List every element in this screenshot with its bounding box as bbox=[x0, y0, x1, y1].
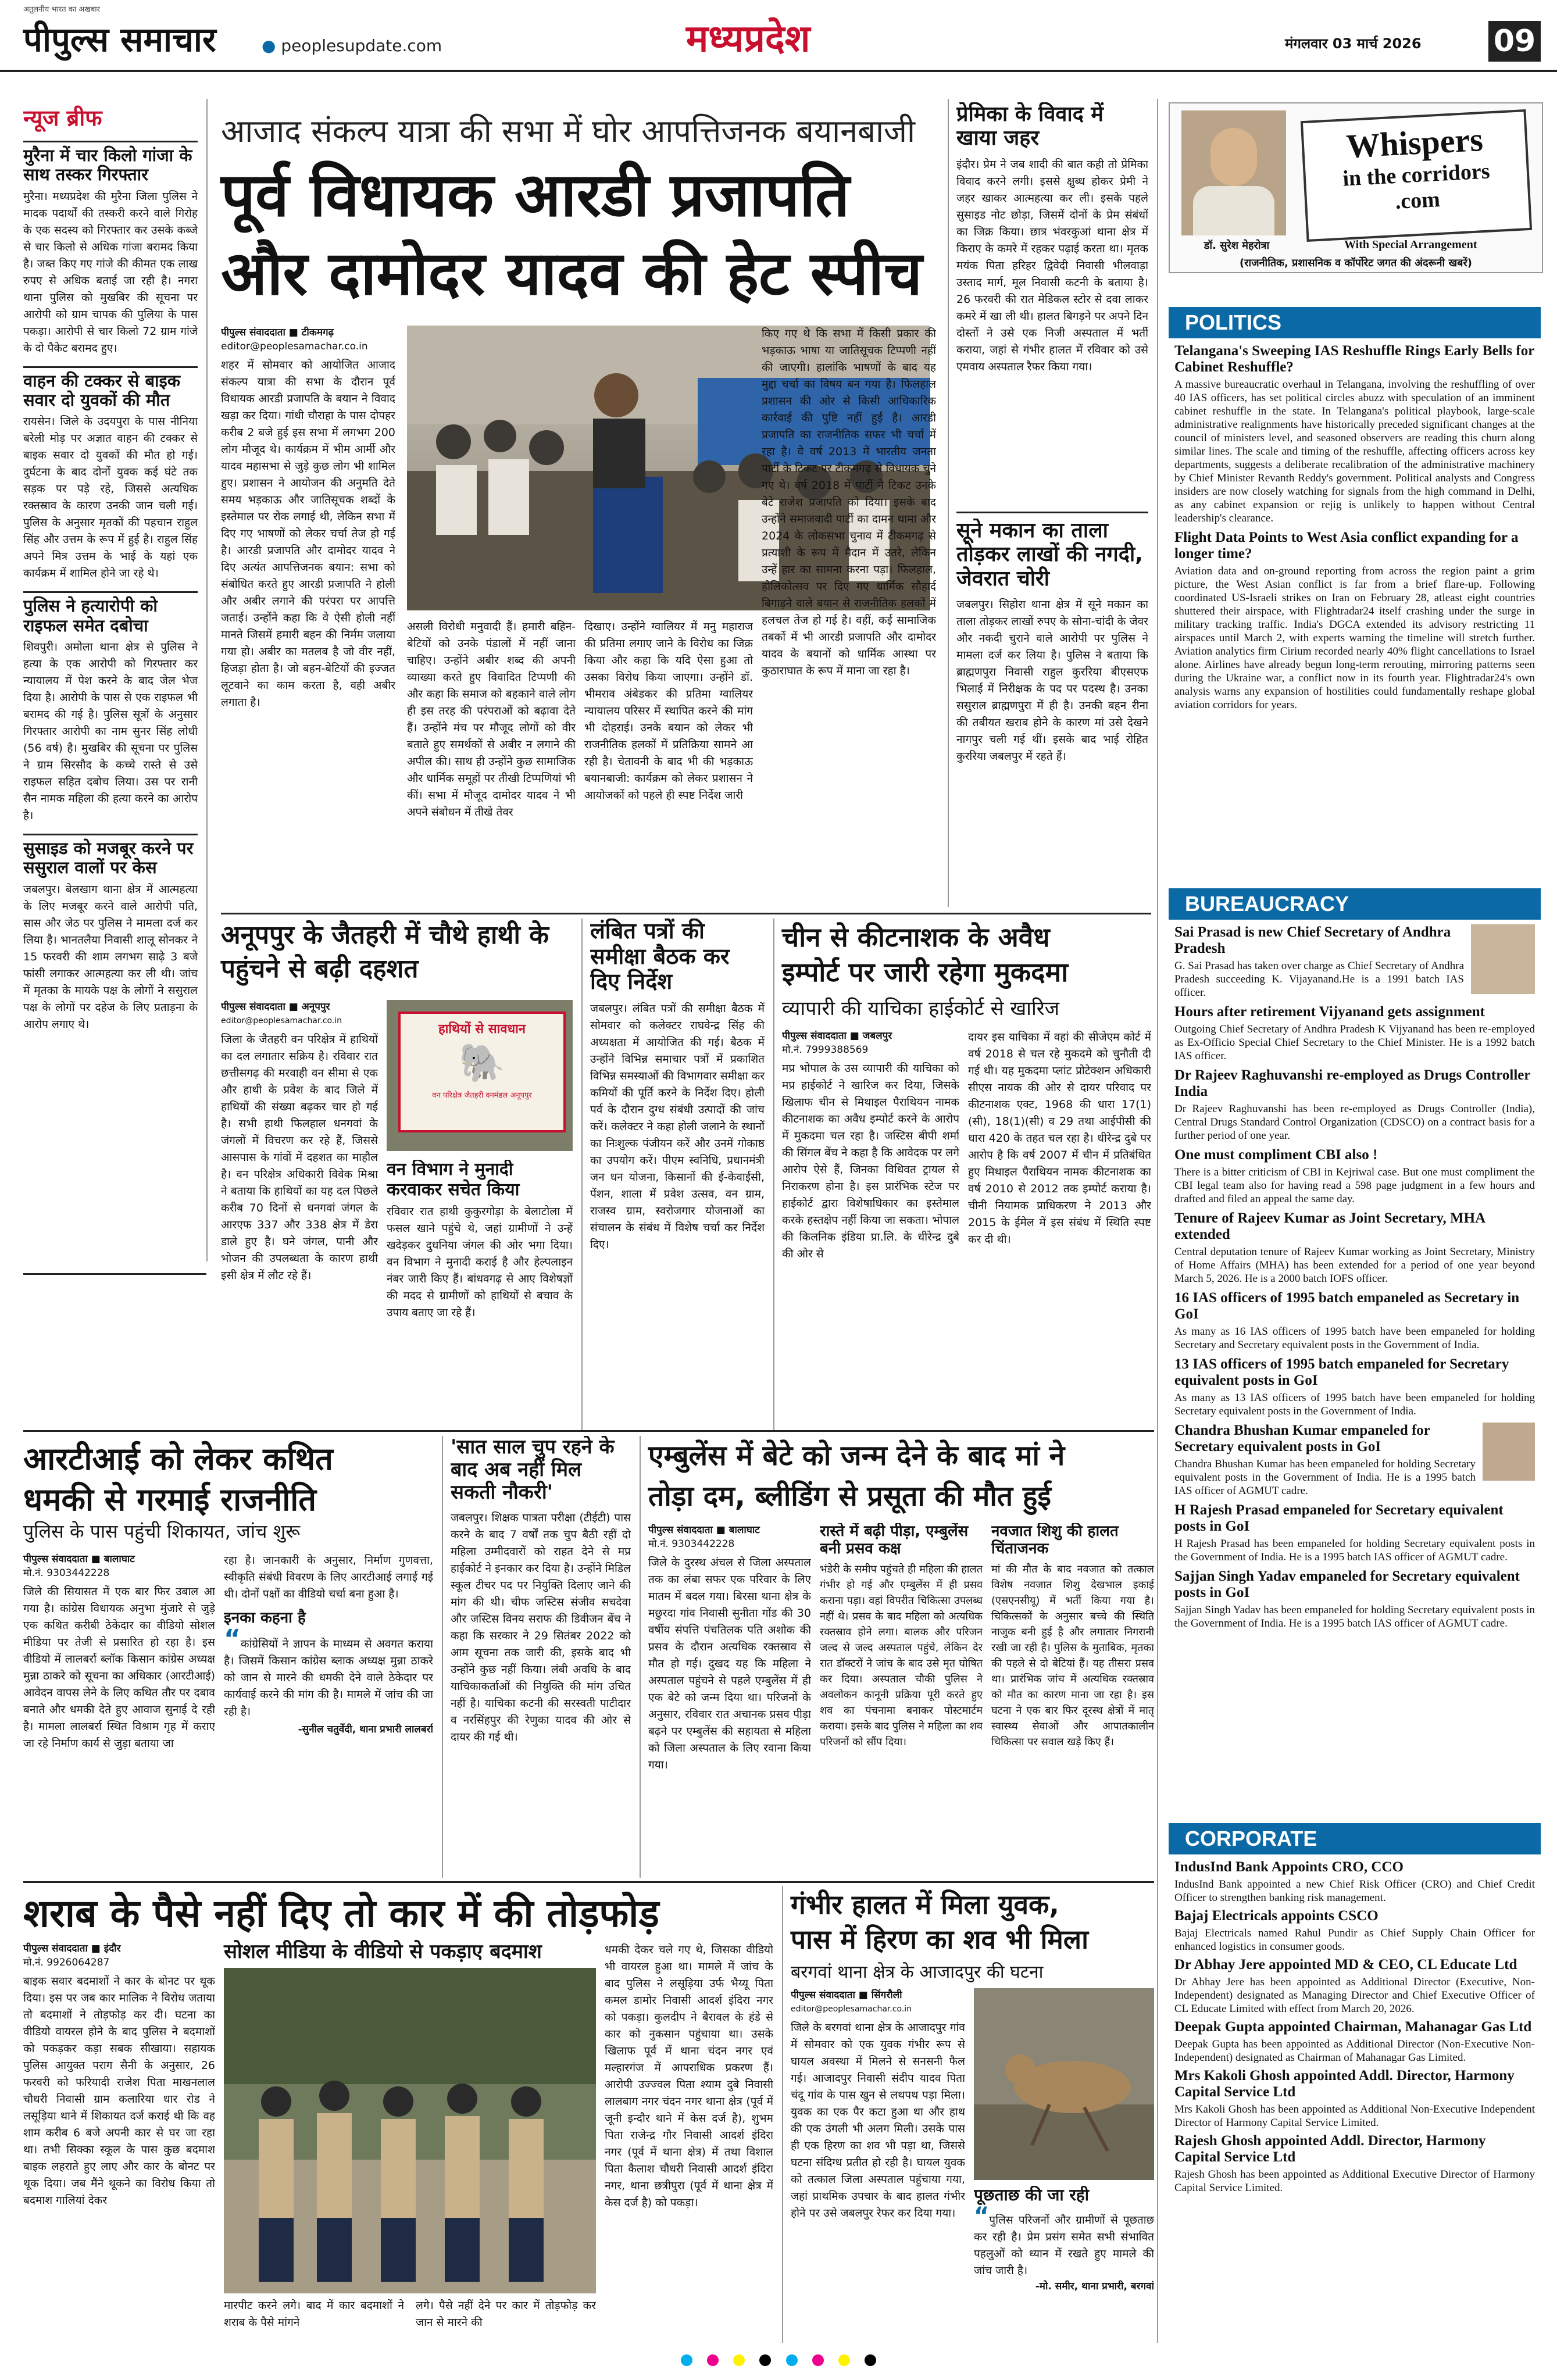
china-col-2 bbox=[968, 1029, 1151, 1424]
corporate-list bbox=[1174, 1859, 1535, 2342]
brief-body: मुरैना। मध्यप्रदेश की मुरैना जिला पुलिस ने मादक पदार्थों की तस्करी करने वाले गिरोह के एक सदस्य को गिरफ्तार कर उसके कब्जे से चार किलो से अधिक गांजा बरामद किया है। जब्त किए गए गांजे की कीमत एक लाख रुपए से अधिक बताई जा रही है। नगरा थाना पुलिस को मुखबिर की सूचना पर आरोपी को ग्राम चापक की पुलिया के पास पकड़ा। आरोपी से चार किलो 72 ग्राम गांजे के दो पैकेट बरामद हुए। bbox=[23, 190, 198, 355]
liquor-body-4: धमकी देकर चले गए थे, जिसका वीडियो भी वायरल हुआ था। मामले में जांच के बाद पुलिस ने लसूड़िया उर्फ भैय्यू पिता कमल डामोर निवासी आदर्श इंदिरा नगर को पकड़ा। कुलदीप ने बैरावल के हंडे से कार को नुकसान पहुंचाया था। उसके खिलाफ पूर्व में थाना चंदन नगर एवं मल्हारगंज में आपराधिक प्रकरण हैं। आरोपी उज्ज्वल पिता श्याम दुबे निवासी लालबाग नगर चंदन नगर थाना क्षेत्र (पूर्व में जूनी इन्दौर थाने में केस दर्ज है), शुभम पिता राजेन्द्र गौर निवासी आदर्श इंदिरा नगर (पूर्व में थाना क्षेत्र) में तथा विशाल पिता कैलाश चौधरी निवासी आदर्श इंदिरा नगर, थाना छत्रीपुरा (पूर्व में थाना क्षेत्र में केस दर्ज है) को पकड़ा। bbox=[605, 1943, 773, 2209]
theft-body: जबलपुर। सिहोरा थाना क्षेत्र में सूने मकान का ताला तोड़कर लाखों रुपए के सोना-चांदी के जेवर और नकदी चुराने वाले आरोपी पर पुलिस ने मामला दर्ज कर लिया है। पुलिस ने बताया कि ब्राह्मणपुरा निवासी राहुल कुररिया बीएसएफ भिलाई में निरीक्षक के पद पर पदस्थ है। उनका ससुराल ब्राह्मणपुरा में ही है। उनकी बहन रीना की तबीयत खराब होने के कारण मां उसे देखने नागपुर चली गई थीं। इसके बाद भाई रोहित कुररिया जबलपुर में रहते हैं। bbox=[956, 598, 1148, 763]
deer-quote-text: पुलिस परिजनों और ग्रामीणों से पूछताछ कर रही है। प्रेम प्रसंग समेत सभी संभावित पहलुओं को ध्यान में रखते हुए मामले की जांच जारी है। bbox=[974, 2214, 1154, 2278]
column-divider bbox=[773, 919, 774, 1430]
deer-headline-2: पास में हिरण का शव भी मिला bbox=[791, 1924, 1089, 1955]
corporate-body: IndusInd Bank appointed a new Chief Risk Officer (CRO) and Chief Credit Officer to strengthen banking risk management. bbox=[1174, 1878, 1535, 1904]
liquor-sub: सोशल मीडिया के वीडियो से पकड़ाए बदमाश bbox=[224, 1940, 542, 1963]
whispers-strap: (राजनीतिक, प्रशासनिक व कॉर्पोरेट जगत की अंदरूनी खबरें) bbox=[1239, 257, 1473, 269]
bureaucracy-item bbox=[1174, 1004, 1535, 1063]
column-divider bbox=[782, 1886, 783, 2343]
job-body: जबलपुर। शिक्षक पात्रता परीक्षा (टीईटी) पास करने के बाद 7 वर्षों तक चुप बैठी रहीं दो महिला उम्मीदवारों को राहत देने से मप्र हाईकोर्ट ने इनकार कर दिया है। उन्होंने मिडिल स्कूल टीचर पद पर नियुक्ति दिलाए जाने की मांग की थी। चीफ जस्टिस संजीव सचदेवा और जस्टिस विनय सराफ की डिवीजन बेंच ने कहा कि सरकार ने 29 सितंबर 2022 को आम सूचना तक जारी की, इसके बाद भी उन्होंने कुछ नहीं किया। लंबी अवधि के बाद याचिकाकर्ताओं की नियुक्ति की मांग उचित नहीं है। याचिका कटनी की सरस्वती पाटीदार व नरसिंहपुर की रेणुका यादव की ओर से दायर की गई थी। bbox=[451, 1511, 631, 1744]
bureaucracy-headline: One must compliment CBI also ! bbox=[1174, 1147, 1378, 1163]
section-title: मध्यप्रदेश bbox=[686, 17, 810, 60]
bureaucracy-body: As many as 13 IAS officers of 1995 batch have been empaneled for holding Secretary equivalent posts in the Government of India. bbox=[1174, 1392, 1535, 1417]
corporate-headline: Deepak Gupta appointed Chairman, Mahanagar Gas Ltd bbox=[1174, 2019, 1532, 2035]
brief-body: शिवपुरी। अमोला थाना क्षेत्र से पुलिस ने हत्या के एक आरोपी को गिरफ्तार कर न्यायालय में पेश करने के बाद जेल भेज दिया है। आरोपी के पास से एक राइफल भी बरामद की गई है। पुलिस सूत्रों के अनुसार गिरफ्तार आरोपी का नाम सुनर सिंह लोधी (56 वर्ष) है। मुखबिर की सूचना पर पुलिस ने ग्राम सिरसौद के कच्चे रास्ते से उसे राइफल सहित दबोच लिया। उस पर रानी सैन नामक महिला की हत्या करने का आरोप है। bbox=[23, 641, 198, 823]
premika-story bbox=[956, 102, 1148, 509]
dotcom-word: .com bbox=[1394, 187, 1441, 214]
bureaucracy-body: Central deputation tenure of Rajeev Kumar working as Joint Secretary, Ministry of Home Affairs (MHA) has been extended for a period of one year beyond March 5, 2026. He is a 2000 batch IOFS officer. bbox=[1174, 1246, 1535, 1285]
whispers-word: Whispers bbox=[1345, 120, 1484, 166]
lead-body-3: दिखाए। उन्होंने ग्वालियर में मनु महाराज की प्रतिमा लगाए जाने के विरोध का जिक्र किया और कहा कि यदि ऐसा हुआ तो उसका विरोध किया जाएगा। उन्होंने डॉ. भीमराव अंबेडकर की प्रतिमा ग्वालियर न्यायालय परिसर में स्थापित करने की मांग भी दोहराई। उनके बयान को लेकर भी राजनीतिक हलकों में प्रतिक्रिया सामने आ रही है। चेतावनी के बाद भी की भड़काऊ बयानबाजी: कार्यक्रम को लेकर प्रशासन ने आयोजकों को पहले ही स्पष्ट निर्देश जारी bbox=[584, 620, 753, 802]
bureaucracy-headline: H Rajesh Prasad empaneled for Secretary equivalent posts in GoI bbox=[1174, 1502, 1504, 1534]
china-body-2: दायर इस याचिका में वहां की सीजेएम कोर्ट में वर्ष 2018 से चल रहे मुकदमे को चुनौती दी गई थी। यह मुकदमा प्लांट प्रोटेक्शन अधिकारी सीएस नायक की ओर से दायर परिवाद पर कीटनाशक एक्ट, 1968 की धारा 17(1)(सी), 18(1)(सी) व 29 तथा आईपीसी की धारा 420 के तहत चल रहा है। धीरेन्द्र दुबे पर आरोप है कि वर्ष 2007 में चीन में प्रतिबंधित हुए मिथाइल पैराथियन नामक कीटनाशक का वर्ष 2010 से 2012 तक इम्पोर्ट कराया है। चीनी नियामक प्राधिकरण ने 2013 और 2015 के ईमेल में इस संबंध में स्थिति स्पष्ट कर दी थी। bbox=[968, 1031, 1151, 1246]
corporate-headline: Rajesh Ghosh appointed Addl. Director, Harmony Capital Service Ltd bbox=[1174, 2133, 1486, 2165]
lead-body-2: असली विरोधी मनुवादी हैं। हमारी बहिन-बेटियों को उनके पंडालों में नहीं जाना चाहिए। उन्होंने अबीर शब्द की अपनी व्याख्या करते हुए विवादित टिप्पणी की और कहा कि समाज को बहकाने वाले लोग ही इस तरह की परंपराओं को बढ़ावा देते हैं। उन्होंने मंच पर मौजूद लोगों को वीर बताते हुए समर्थकों से अबीर न लगाने की अपील की। साथ ही उन्होंने कुछ सामाजिक और धार्मिक समूहों पर तीखी टिप्पणियां भी कीं। सभा में मौजूद दामोदर यादव ने भी अपने संबोधन में तीखे तेवर bbox=[407, 620, 576, 819]
corporate-item bbox=[1174, 1908, 1535, 1953]
whispers-box bbox=[1169, 102, 1543, 273]
liquor-col-2 bbox=[224, 2297, 404, 2344]
rti-mobile: मो.नं. 9303442228 bbox=[23, 1567, 110, 1579]
black-dot bbox=[759, 2354, 771, 2366]
corporate-body: Mrs Kakoli Ghosh has been appointed as Additional Non-Executive Independent Director of Harmony Capital Service Limited. bbox=[1174, 2103, 1535, 2129]
ambulance-headline-2: तोड़ा दम, ब्लीडिंग से प्रसूता की मौत हुई bbox=[648, 1480, 1051, 1513]
corporate-item bbox=[1174, 2133, 1535, 2195]
lead-headline-1: पूर्व विधायक आरडी प्रजापति bbox=[221, 159, 850, 230]
ambulance-sub-3: नवजात शिशु की हालत चिंताजनक bbox=[991, 1523, 1119, 1557]
section-rule bbox=[23, 1273, 206, 1275]
ambulance-body-2: भंडेरी के समीप पहुंचते ही महिला की हालत गंभीर हो गई और एम्बुलेंस में ही प्रसव कराना पड़ा। वहां विपरीत चिकित्सा उपलब्ध नहीं थे। प्रसव के बाद महिला को अत्यधिक रक्तस्राव होने लगा। बालक और परिजन जल्द से जल्द अस्पताल पहुंचे, लेकिन देर रात डॉक्टरों ने जांच के बाद उसे मृत घोषित कर दिया। अस्पताल चौकी पुलिस ने अवलोकन कानूनी प्रक्रिया पूरी करते हुए शव का पंचनामा बनाकर पोस्टमार्टम कराया। इसके बाद पुलिस ने महिला का शव परिजनों को सौंप दिया। bbox=[820, 1563, 983, 1748]
brief-headline: सुसाइड को मजबूर करने पर ससुराल वालों पर केस bbox=[23, 834, 198, 878]
magenta-dot bbox=[812, 2354, 824, 2366]
magenta-dot bbox=[707, 2354, 719, 2366]
anuppur-headline: अनूपपुर के जैतहरी में चौथे हाथी के पहुंचने से बढ़ी दहशत bbox=[221, 920, 549, 984]
bureaucracy-headline: 16 IAS officers of 1995 batch empaneled as Secretary in GoI bbox=[1174, 1290, 1520, 1322]
deer-carcass-image bbox=[974, 1988, 1154, 2180]
ambulance-sub-2: रास्ते में बढ़ी पीड़ा, एम्बुलेंस बनी प्रसव कक्ष bbox=[820, 1523, 969, 1557]
liquor-col-1 bbox=[23, 1942, 215, 2343]
page-number bbox=[1488, 21, 1541, 62]
china-mobile: मो.नं. 7999388569 bbox=[782, 1044, 869, 1056]
column-divider bbox=[640, 1436, 641, 1878]
bureaucracy-item bbox=[1174, 1568, 1535, 1630]
lead-email: editor@peoplesamachar.co.in bbox=[221, 341, 368, 352]
page-header bbox=[0, 0, 1557, 72]
letters-story bbox=[590, 919, 765, 1424]
politics-item bbox=[1174, 343, 1535, 525]
corporate-headline: Mrs Kakoli Ghosh appointed Addl. Director, Harmony Capital Service Ltd bbox=[1174, 2068, 1515, 2100]
brief-item bbox=[23, 141, 198, 357]
politics-item bbox=[1174, 530, 1535, 712]
bureaucracy-item bbox=[1174, 1423, 1535, 1498]
ambulance-body-1: जिले के दुरस्थ अंचल से जिला अस्पताल तक का लंबा सफर एक परिवार के लिए मातम में बदल गया। बिरसा थाना क्षेत्र के मछुरदा गांव निवासी सुनीता गोंड की 30 वर्षीय संपत्ति पंचतिलक पति अशोक की प्रसव के दौरान अत्यधिक रक्तस्राव से मौत हो गई। दुखद यह कि महिला ने अस्पताल पहुंचने से पहले एम्बुलेंस में ही एक बेटे को जन्म दिया था। परिजनों के अनुसार, रविवार रात अचानक प्रसव पीड़ा बढ़ने पर एम्बुलेंस की सहायता से महिला को जिला अस्पताल के लिए रवाना किया गया। bbox=[648, 1556, 811, 1771]
brief-body: रायसेन। जिले के उदयपुरा के पास नीनिया बरेली मोड़ पर अज्ञात वाहन की टक्कर से बाइक सवार दो युवकों की मौत हो गई। दुर्घटना के बाद दोनों युवक कई घंटे तक सड़क पर पड़े रहे, जिससे अत्यधिक रक्तस्राव के कारण उनकी जान चली गई। पुलिस के अनुसार मृतकों की पहचान राहुल सिंह और उत्तम के रूप में हुई है। राहुल सिंह अपने मित्र उत्तम के भाई के यहां एक कार्यक्रम में शामिल होने जा रहे थे। bbox=[23, 415, 198, 580]
liquor-headline: शराब के पैसे नहीं दिए तो कार में की तोड़फोड़ bbox=[23, 1891, 659, 1936]
website-text: peoplesupdate.com bbox=[281, 36, 442, 55]
globe-icon: ● bbox=[262, 36, 281, 55]
premika-headline: प्रेमिका के विवाद में खाया जहर bbox=[956, 102, 1104, 151]
deer-byline: पीपुल्स संवाददाता ■ सिंगरौली bbox=[791, 1989, 902, 2001]
section-rule bbox=[956, 512, 1148, 513]
liquor-col-4 bbox=[605, 1942, 773, 2343]
quote-icon: “ bbox=[224, 1624, 241, 1654]
lead-col-3 bbox=[584, 619, 753, 909]
author-name: डॉ. सुरेश मेहरोत्रा bbox=[1204, 240, 1270, 252]
china-headline-1: चीन से कीटनाशक के अवैध bbox=[782, 921, 1050, 953]
news-brief bbox=[23, 102, 198, 1265]
yellow-dot bbox=[733, 2354, 745, 2366]
liquor-byline: पीपुल्स संवाददाता ■ इंदौर bbox=[23, 1943, 121, 1954]
page-number-text: 09 bbox=[1493, 24, 1536, 59]
china-sub: व्यापारी की याचिका हाईकोर्ट से खारिज bbox=[782, 997, 1059, 1020]
job-headline: 'सात साल चुप रहने के बाद अब नहीं मिल सकती नौकरी' bbox=[451, 1436, 615, 1505]
bureaucracy-body: Sajjan Singh Yadav has been empaneled for holding Secretary equivalent posts in the Government of India. He is a 1995 batch IAS officer of AGMUT cadre. bbox=[1174, 1604, 1535, 1629]
theft-story bbox=[956, 519, 1148, 908]
brief-headline: पुलिस ने हत्यारोपी को राइफल समेत दबोचा bbox=[23, 591, 198, 635]
avatar bbox=[1210, 128, 1257, 186]
bureaucracy-body: Chandra Bhushan Kumar has been empaneled for holding Secretary equivalent posts in the Government of India. He is a 1995 batch IAS officer of AGMUT cadre. bbox=[1174, 1458, 1476, 1497]
lead-byline: पीपुल्स संवाददाता ■ टीकमगढ़ bbox=[221, 327, 334, 338]
whispers-logo bbox=[1301, 109, 1532, 242]
china-byline: पीपुल्स संवाददाता ■ जबलपुर bbox=[782, 1030, 892, 1042]
section-rule bbox=[23, 1430, 1154, 1432]
anuppur-body-2: रविवार रात हाथी कुकुरगोड़ा के बेलाटोला में फसल खाने पहुंचे थे, जहां ग्रामीणों ने उन्हें खदेड़कर दुधनिया जंगल की ओर भगा दिया। वन विभाग ने मुनादी कराई है और हेल्पलाइन नंबर जारी किए हैं। बांधवगढ़ से आए विशेषज्ञों की मदद से ग्रामीणों को हाथियों से बचाव के उपाय बताए जा रहे हैं। bbox=[387, 1205, 573, 1319]
ambulance-col-3 bbox=[991, 1523, 1154, 1878]
deer-quote bbox=[974, 2203, 1154, 2279]
deer-quote-by: -मो. समीर, थाना प्रभारी, बरगवां bbox=[1035, 2281, 1154, 2293]
column-divider bbox=[206, 99, 208, 1262]
bureaucracy-item bbox=[1174, 1210, 1535, 1285]
bureaucracy-body: There is a bitter criticism of CBI in Kejriwal case. But one must compliment the CBI legal team also for having read a 598 page judgment in a few hours and drafted and filed an appeal the same day. bbox=[1174, 1166, 1535, 1205]
bureaucracy-headline: Dr Rajeev Raghuvanshi re-employed as Drugs Controller India bbox=[1174, 1067, 1531, 1099]
rti-body-2: रहा है। जानकारी के अनुसार, निर्माण गुणवत्ता, स्वीकृति संबंधी विवरण के लिए आरटीआई लगाई गई थी। दोनों पक्षों का वीडियो चर्चा बना हुआ है। bbox=[224, 1554, 433, 1600]
news-brief-label: न्यूज ब्रीफ bbox=[23, 105, 102, 131]
yellow-dot bbox=[838, 2354, 850, 2366]
politics-body: Aviation data and on-ground reporting from across the region paint a grim picture, the West Asian conflict is far from a brief flare-up. Following coordinated US-Israeli strikes on Iran on February 28, atleast eight countries shuttered their airspace, with Flightradar24 itself crashing under the surge in military tracking traffic. India's DGCA extended its advisory restricting 11 airspaces until March 2, with experts warning the timeline will stretch further. Aviation analytics firm Cirium recorded nearly 40% flight cancellations to Israel alone. Airlines have already begun long-term rerouting, mirroring patterns seen during the Ukraine war, a conflict now in its fourth year. Flightradar24's own analysis warns any expansion of hostilities could fundamentally reshape global aviation corridors for years. bbox=[1174, 565, 1535, 711]
china-col-1 bbox=[782, 1029, 959, 1424]
bureaucracy-item bbox=[1174, 1067, 1535, 1142]
deer-sub: बरगवां थाना क्षेत्र के आजादपुर की घटना bbox=[791, 1962, 1044, 1982]
corporate-headline: Dr Abhay Jere appointed MD & CEO, CL Educate Ltd bbox=[1174, 1957, 1517, 1972]
rti-col-1 bbox=[23, 1552, 215, 1878]
section-rule bbox=[221, 913, 1151, 914]
lead-col-4 bbox=[762, 326, 936, 907]
ambulance-col-2 bbox=[820, 1523, 983, 1878]
lead-col-1 bbox=[221, 326, 395, 907]
lead-headline-2: और दामोदर यादव की हेट स्पीच bbox=[221, 237, 923, 309]
anuppur-col-1 bbox=[221, 1000, 378, 1418]
bureaucracy-body: Dr Rajeev Raghuvanshi has been re-employed as Drugs Controller (India), Central Drugs Standard Control Organization (CDSCO) on a contract basis for a further period of one year. bbox=[1174, 1103, 1535, 1142]
deer-email: editor@peoplesamachar.co.in bbox=[791, 2004, 912, 2014]
rti-col-2 bbox=[224, 1552, 433, 1878]
rti-byline: पीपुल्स संवाददाता ■ बालाघाट bbox=[23, 1553, 135, 1565]
page-date: मंगलवार 03 मार्च 2026 bbox=[1285, 35, 1422, 52]
rti-quote-text: कांग्रेसियों ने ज्ञापन के माध्यम से अवगत कराया है। जिसमें किसान कांग्रेस ब्लाक अध्यक्ष मुन्ना ठाकरे को जान से मारने की धमकी देने वाले ठेकेदार पर कार्यवाई करने की मांग की है। मामले में जांच की जा रही है। bbox=[224, 1637, 433, 1718]
bureaucracy-list bbox=[1174, 924, 1535, 1814]
bureaucracy-item bbox=[1174, 1356, 1535, 1418]
deer-photo bbox=[974, 1988, 1154, 2180]
anuppur-body-1: जिला के जैतहरी वन परिक्षेत्र में हाथियों का दल लगातार सक्रिय है। रविवार रात छत्तीसगढ़ की मरवाही वन सीमा से एक और हाथी के प्रवेश के बाद जिले में हाथियों की संख्या बढ़कर चार हो गई है। सभी हाथी फिलहाल धनगवां के जंगलों में विचरण कर रहे हैं, जिससे आसपास के गांवों में दहशत का माहौल है। वन परिक्षेत्र अधिकारी विवेक मिश्रा ने बताया कि हाथियों का यह दल पिछले करीब 70 दिनों से धनगवां जंगल के आरएफ 337 और 338 क्षेत्र में डेरा डाले हुए है। घने जंगल, पानी और भोजन की उपलब्धता के कारण हाथी इसी क्षेत्र में लौट रहे हैं। bbox=[221, 1033, 378, 1282]
bureaucracy-body: Outgoing Chief Secretary of Andhra Pradesh K Vijyanand has been re-employed as Ex-Officio Special Chief Secretary to the Chief Minister. He is a 1992 batch IAS officer. bbox=[1174, 1023, 1535, 1062]
officer-photo bbox=[1483, 1423, 1535, 1481]
bureaucracy-headline: Sai Prasad is new Chief Secretary of Andhra Pradesh bbox=[1174, 924, 1451, 956]
sign-sub: वन परिक्षेत्र जैतहरी वनमंडल अनूपपुर bbox=[432, 1091, 532, 1100]
politics-list bbox=[1174, 343, 1535, 884]
deer-col-1 bbox=[791, 1988, 965, 2343]
rti-headline-2: धमकी से गरमाई राजनीति bbox=[23, 1481, 317, 1518]
sign-board bbox=[398, 1012, 566, 1132]
lead-col-2 bbox=[407, 619, 576, 909]
liquor-photo bbox=[224, 1968, 596, 2293]
bureaucracy-item bbox=[1174, 1147, 1535, 1206]
bureaucracy-headline: 13 IAS officers of 1995 batch empaneled for Secretary equivalent posts in GoI bbox=[1174, 1356, 1509, 1388]
column-divider bbox=[948, 99, 949, 907]
brief-headline: वाहन की टक्कर से बाइक सवार दो युवकों की मौत bbox=[23, 366, 198, 410]
bureaucracy-item bbox=[1174, 1290, 1535, 1352]
bureaucracy-headline: Hours after retirement Vijyanand gets assignment bbox=[1174, 1004, 1485, 1020]
bureaucracy-headline: Tenure of Rajeev Kumar as Joint Secretary, MHA extended bbox=[1174, 1210, 1485, 1242]
bureaucracy-headline: Sajjan Singh Yadav empaneled for Secretary equivalent posts in GoI bbox=[1174, 1568, 1520, 1600]
cyan-dot bbox=[786, 2354, 798, 2366]
black-dot bbox=[865, 2354, 876, 2366]
corporate-item bbox=[1174, 2019, 1535, 2064]
lead-body-4: किए गए थे कि सभा में किसी प्रकार की भड़काऊ भाषा या जातिसूचक टिप्पणी नहीं की जाएगी। हालांकि भाषणों के बाद यह मुद्दा चर्चा का विषय बन गया है। फिलहाल प्रशासन की ओर से किसी आधिकारिक कार्रवाई की पुष्टि नहीं हुई है। आरडी प्रजापति का राजनीतिक सफर भी चर्चा में रहा है। वे वर्ष 2013 में भारतीय जनता पार्टी के टिकट पर टीकमगढ़ से विधायक चुने गए थे। वर्ष 2018 में पार्टी ने टिकट उनके बेटे राजेश प्रजापति को दिया। इसके बाद उन्होंने समाजवादी पार्टी का दामन थामा और 2024 के लोकसभा चुनाव में टीकमगढ़ से प्रत्याशी के रूप में मैदान में उतरे, लेकिन उन्हें हार का सामना करना पड़ा। फिलहाल, होलिकोत्सव पर दिए गए धार्मिक सौहार्द बिगाड़ने वाले बयान से राजनीतिक हलकों में हलचल तेज हो गई है। वहीं, कई सामाजिक तबकों में भी आरडी प्रजापति और दामोदर यादव के बयानों को धार्मिक आस्था पर कुठाराघात के रूप में माना जा रहा है। bbox=[762, 327, 936, 677]
print-registration-marks bbox=[0, 2354, 1557, 2378]
corporate-headline: Bajaj Electricals appoints CSCO bbox=[1174, 1908, 1379, 1924]
author-note: With Special Arrangement bbox=[1344, 238, 1477, 251]
letters-body: जबलपुर। लंबित पत्रों की समीक्षा बैठक में सोमवार को कलेक्टर राघवेन्द्र सिंह की अध्यक्षता में आयोजित की गई। बैठक में उन्होंने विभिन्न समाचार पत्रों में प्रकाशित विभिन्न समस्याओं की विभागवार समीक्षा कर कमियों की पूर्ति करने के निर्देश दिए। होली पर्व के दौरान दुग्ध संबंधी उत्पादों की जांच करें। कलेक्टर ने कहा होली जलाने के स्थानों का निःशुल्क पंजीयन करें और उनमें गोकाष्ठ का उपयोग करें। पीएम स्वनिधि, प्रधानमंत्री जन धन योजना, किसानों की ई-केवाईसी, पेंशन, शाला में प्रवेश उत्सव, वन ग्राम, राजस्व ग्राम, स्वरोजगार योजनाओं का संचालन के संबंध में विशेष चर्चा कर निर्देश दिए। bbox=[590, 1002, 765, 1252]
liquor-body-2: मारपीट करने लगे। बाद में कार बदमाशों ने शराब के पैसे मांगने bbox=[224, 2299, 404, 2329]
politics-headline: Telangana's Sweeping IAS Reshuffle Rings Early Bells for Cabinet Reshuffle? bbox=[1174, 343, 1534, 375]
brief-headline: मुरैना में चार किलो गांजा के साथ तस्कर गिरफ्तार bbox=[23, 141, 198, 185]
brief-item bbox=[23, 366, 198, 583]
avatar-body bbox=[1193, 186, 1274, 235]
corporate-body: Dr Abhay Jere has been appointed as Additional Director (Executive, Non-Independent) designated as Managing Director and Chief Executive Officer of CL Educate Limited with effect from March 20, 2026. bbox=[1174, 1976, 1535, 2015]
rti-quote bbox=[224, 1624, 433, 1720]
masthead-tagline: अतुलनीय भारत का अखबार bbox=[23, 5, 100, 14]
anuppur-email: editor@peoplesamachar.co.in bbox=[221, 1016, 342, 1025]
rti-headline-1: आरटीआई को लेकर कथित bbox=[23, 1441, 333, 1477]
column-divider bbox=[442, 1436, 443, 1878]
rti-quote-head: इनका कहना है bbox=[224, 1609, 306, 1627]
section-rule bbox=[23, 1881, 1154, 1883]
corporate-body: Deepak Gupta has been appointed as Additional Director (Non-Executive Non-Independent) designated as Chairman of Mahanagar Gas Limited. bbox=[1174, 2038, 1535, 2064]
quote-icon: “ bbox=[974, 2203, 990, 2230]
brief-item bbox=[23, 591, 198, 824]
deer-col-2 bbox=[974, 2186, 1154, 2343]
brief-item bbox=[23, 834, 198, 1033]
corporate-body: Bajaj Electricals named Rahul Pundir as Chief Supply Chain Officer for enhanced logistics in consumer goods. bbox=[1174, 1927, 1535, 1953]
website-link[interactable] bbox=[262, 36, 442, 55]
rti-sub: पुलिस के पास पहुंची शिकायत, जांच शुरू bbox=[23, 1520, 301, 1542]
lead-kicker: आजाद संकल्प यात्रा की सभा में घोर आपत्तिजनक बयानबाजी bbox=[221, 113, 915, 149]
deer-sub-2: पूछताछ की जा रही bbox=[974, 2186, 1089, 2204]
liquor-body-3: लगे। पैसे नहीं देने पर कार में तोड़फोड़ कर जान से मारने की bbox=[416, 2299, 596, 2329]
arrest-photo-image bbox=[224, 1968, 596, 2293]
corporate-item bbox=[1174, 1957, 1535, 2016]
anuppur-col-2 bbox=[387, 1160, 573, 1421]
corporate-item bbox=[1174, 1859, 1535, 1904]
lead-body-1: शहर में सोमवार को आयोजित आजाद संकल्प यात्रा की सभा के दौरान पूर्व विधायक आरडी प्रजापति के बयान ने विवाद खड़ा कर दिया। गांधी चौराहा के पास दोपहर करीब 2 बजे हुई इस सभा में लगभग 200 लोग मौजूद थे। कार्यक्रम में भीम आर्मी और यादव महासभा से जुड़े कुछ लोग भी शामिल हुए। प्रशासन ने आयोजन की अनुमति देते समय भड़काऊ और जातिसूचक शब्दों के इस्तेमाल पर रोक लगाई थी, लेकिन सभा में दिए गए भाषणों को लेकर चर्चा तेज हो गई है। आरडी प्रजापति और दामोदर यादव ने दिए अत्यंत आपत्तिजनक बयान: सभा को संबोधित करते हुए आरडी प्रजापति ने होली और अबीर लगाने की परंपरा पर आपत्ति जताई। उन्होंने कहा कि वे ऐसी होली नहीं मानते जिसमें हमारी बहन की निर्मम जलाया गया हो। अबीर का मतलब है जो वीर नहीं, हिजड़ा होता है। जो बहन-बेटियों की इज्जत लूटवाने का काम करता है, वही अबीर लगाता है। bbox=[221, 359, 395, 709]
elephant-icon: 🐘 bbox=[459, 1042, 505, 1085]
officer-photo bbox=[1471, 924, 1535, 994]
bureaucracy-body: As many as 16 IAS officers of 1995 batch have been empaneled for holding Secretary and Secretary equivalent posts in the Government of India. bbox=[1174, 1325, 1535, 1351]
bureaucracy-item bbox=[1174, 924, 1535, 999]
elephant-warning-sign bbox=[387, 1000, 573, 1151]
china-headline-2: इम्पोर्ट पर जारी रहेगा मुकदमा bbox=[782, 956, 1068, 988]
deer-body: जिले के बरगवां थाना क्षेत्र के आजादपुर गांव में सोमवार को एक युवक गंभीर रूप से घायल अवस्था में मिलने से सनसनी फैल गई। आजादपुर निवासी संदीप यादव पिता चंदू गांव के पास खुन से लथपथ पड़ा मिला। युवक का एक पैर कटा हुआ था और हाथ की एक उंगली भी अलग मिली। उसके पास ही एक हिरण का शव भी पड़ा था, जिससे घटना संदिग्ध प्रतीत हो रही है। घायल युवक को तत्काल जिला अस्पताल पहुंचाया गया, जहां प्राथमिक उपचार के बाद हालत गंभीर होने पर उसे जबलपुर रेफर कर दिया गया। bbox=[791, 2021, 965, 2220]
liquor-mobile: मो.नं. 9926064287 bbox=[23, 1957, 110, 1968]
letters-headline: लंबित पत्रों की समीक्षा बैठक कर दिए निर्देश bbox=[590, 919, 730, 995]
bureaucracy-headline: Chandra Bhushan Kumar empaneled for Secretary equivalent posts in GoI bbox=[1174, 1423, 1430, 1455]
ambulance-byline: पीपुल्स संवाददाता ■ बालाघाट bbox=[648, 1524, 760, 1536]
politics-header: POLITICS bbox=[1169, 307, 1541, 338]
rti-quote-by: -सुनील चतुर्वेदी, थाना प्रभारी लालबर्रा bbox=[298, 1723, 433, 1735]
anuppur-byline: पीपुल्स संवाददाता ■ अनूपपुर bbox=[221, 1001, 330, 1013]
corporate-item bbox=[1174, 2068, 1535, 2129]
bureaucracy-body: H Rajesh Prasad has been empaneled for holding Secretary equivalent posts in the Government of India. He is a 1995 batch IAS officer of AGMUT cadre. bbox=[1174, 1538, 1535, 1563]
ambulance-mobile: मो.नं. 9303442228 bbox=[648, 1538, 735, 1550]
author-photo bbox=[1181, 110, 1286, 235]
anuppur-subhead: वन विभाग ने मुनादी करवाकर सचेत किया bbox=[387, 1160, 520, 1200]
cyan-dot bbox=[681, 2354, 692, 2366]
ambulance-body-3: मां की मौत के बाद नवजात को तत्काल विशेष नवजात शिशु देखभाल इकाई (एसएनसीयू) में भर्ती किया गया है। चिकित्सकों के अनुसार बच्चे की स्थिति नाजुक बनी हुई है और लगातार निगरानी रखी जा रही है। पुलिस के मुताबिक, मृतका की पहले से दो बेटियां हैं। यह तीसरा प्रसव था। प्रारंभिक जांच में अत्यधिक रक्तस्राव को मौत का कारण माना जा रहा है। इस घटना ने एक बार फिर दूरस्थ क्षेत्रों में मातृ स्वास्थ्य सेवाओं और आपातकालीन चिकित्सा पर सवाल खड़े किए हैं। bbox=[991, 1563, 1154, 1748]
brief-body: जबलपुर। बेलखाग थाना क्षेत्र में आत्महत्या के लिए मजबूर करने वाले आरोपी पति, सास और जेठ पर पुलिस ने मामला दर्ज कर लिया है। भानतलैया निवासी शालू सोनकर ने 15 फरवरी की शाम लगभग साढ़े 3 बजे फांसी लगाकर आत्महत्या कर ली थी। जांच में मृतका के मायके पक्ष के लोगों ने ससुराल पक्ष के लोगों पर दहेज के लिए प्रताड़ना के आरोप लगाए थे। bbox=[23, 882, 198, 1031]
deer-headline-1: गंभीर हालत में मिला युवक, bbox=[791, 1889, 1059, 1920]
politics-body: A massive bureaucratic overhaul in Telangana, involving the reshuffling of over 40 IAS officers, has set political circles abuzz with speculation of an imminent cabinet reshuffle in the state. In Telangana's political playbook, large-scale administrative realignments have historically preceded significant changes at the council of ministers level, and seasoned observers are reading this churn along similar lines. The scale and timing of the reshuffle, affecting officers across key departments, suggests a deliberate recalibration of the administrative machinery by Chief Minister Revanth Reddy's government. Political analysts and Congress insiders are now closely watching for signals from the high command in Delhi, as any cabinet expansion or rejig is unlikely to happen without Central leadership's clearance. bbox=[1174, 378, 1535, 524]
premika-body: इंदौर। प्रेम ने जब शादी की बात कही तो प्रेमिका विवाद करने लगी। इससे क्षुब्ध होकर प्रेमी ने जहर खाकर आत्महत्या कर ली। इसके पहले सुसाइड नोट छोड़ा, जिसमें दोनों के प्रेम संबंधों का जिक्र किया। छात्र भंवरकुआं थाना क्षेत्र में किराए के कमरे में रहकर पढ़ाई करता था। मृतक मयंक पिता हरिहर द्विवेदी निवासी भीलवाड़ा उस्ताद मार्ग, मूल निवासी कटनी के बताया है। 26 फरवरी की रात मेडिकल स्टोर से दवा लाकर कमरे में खा ली थी। हालत बिगड़ने पर अपने दिन दोस्तों ने उसे एक निजी अस्पताल में भर्ती कराया, जहां से गंभीर हालत में रविवार को उसे एमवाय अस्पताल रैफर किया गया। bbox=[956, 158, 1148, 373]
masthead: पीपुल्स समाचार bbox=[23, 20, 216, 59]
theft-headline: सूने मकान का ताला तोड़कर लाखों की नगदी, जेवरात चोरी bbox=[956, 519, 1143, 591]
bureaucracy-body: G. Sai Prasad has taken over charge as Chief Secretary of Andhra Pradesh succeeding K. Vijayanand.He is a 1991 batch IAS officer. bbox=[1174, 960, 1464, 999]
politics-headline: Flight Data Points to West Asia conflict expanding for a longer time? bbox=[1174, 530, 1519, 562]
sign-title: हाथियों से सावधान bbox=[438, 1022, 526, 1037]
corridors-word: in the corridors bbox=[1342, 159, 1491, 191]
corporate-header: CORPORATE bbox=[1169, 1823, 1541, 1854]
bureaucracy-header: BUREAUCRACY bbox=[1169, 888, 1541, 920]
ambulance-col-1 bbox=[648, 1523, 811, 1878]
column-divider bbox=[581, 919, 583, 1430]
column-divider bbox=[1157, 99, 1158, 2343]
liquor-body-1: बाइक सवार बदमाशों ने कार के बोनट पर थूक दिया। इस पर जब कार मालिक ने विरोध जताया तो बदमाशों ने तोड़फोड़ कर दी। घटना का वीडियो वायरल होने के बाद पुलिस ने बदमाशों को पकड़कर कड़ा सबक सीखाया। सहायक पुलिस आयुक्त पराग सैनी के अनुसार, 26 फरवरी को फरियादी राजेश पिता माखनलाल चौधरी निवासी ग्राम कलारिया धार रोड ने लसूड़िया थाने में शिकायत दर्ज कराई थी कि वह शाम करीब 6 बजे अपनी कार से घर जा रहा था। तभी सिक्का स्कूल के पास कुछ बदमाश बाइक लहराते हुए लाए और कार के बोनट पर थूक दिया। जब मैंने थूकने का विरोध किया तो बदमाश गालियां देकर bbox=[23, 1975, 215, 2207]
liquor-col-3 bbox=[416, 2297, 596, 2344]
rti-body-1: जिले की सियासत में एक बार फिर उबाल आ गया है। कांग्रेस विधायक अनुभा मुंजारे से जुड़े एक कथित करीबी ठेकेदार का वीडियो सोशल मीडिया पर तेजी से प्रसारित हो रहा है। इस वीडियो में लालबर्रा ब्लॉक किसान कांग्रेस अध्यक्ष मुन्ना ठाकरे को सूचना का अधिकार (आरटीआई) आवेदन वापस लेने के लिए कथित तौर पर दबाव बनाते और धमकी देते हुए आवाज सुनाई दे रही है। मामला लालबर्रा स्थित विश्राम गृह में कराए जा रहे निर्माण कार्य से जुड़ा बताया जा bbox=[23, 1585, 215, 1750]
bureaucracy-item bbox=[1174, 1502, 1535, 1564]
china-body-1: मप्र भोपाल के उस व्यापारी की याचिका को मप्र हाईकोर्ट ने खारिज कर दिया, जिसके खिलाफ चीन से मिथाइल पैराथियन नामक कीटनाशक का अवैध इम्पोर्ट करने के आरोप में मुकदमा चल रहा है। जस्टिस बीपी शर्मा की सिंगल बेंच ने कहा है कि आवेदक पर लगे आरोप ऐसे हैं, जिनका विधिवत ट्रायल से निराकरण होना है। इस प्रारंभिक स्टेज पर हाईकोर्ट द्वारा विशेषाधिकार का इस्तेमाल करके हस्तक्षेप नहीं किया जा सकता। भोपाल की किलनिक इंडिया प्रा.लि. के धीरेन्द्र दुबे की ओर से bbox=[782, 1062, 959, 1260]
corporate-body: Rajesh Ghosh has been appointed as Additional Executive Director of Harmony Capital Service Limited. bbox=[1174, 2168, 1535, 2194]
corporate-headline: IndusInd Bank Appoints CRO, CCO bbox=[1174, 1859, 1404, 1875]
job-story bbox=[451, 1436, 631, 1878]
ambulance-headline-1: एम्बुलेंस में बेटे को जन्म देने के बाद मां ने bbox=[648, 1439, 1065, 1472]
